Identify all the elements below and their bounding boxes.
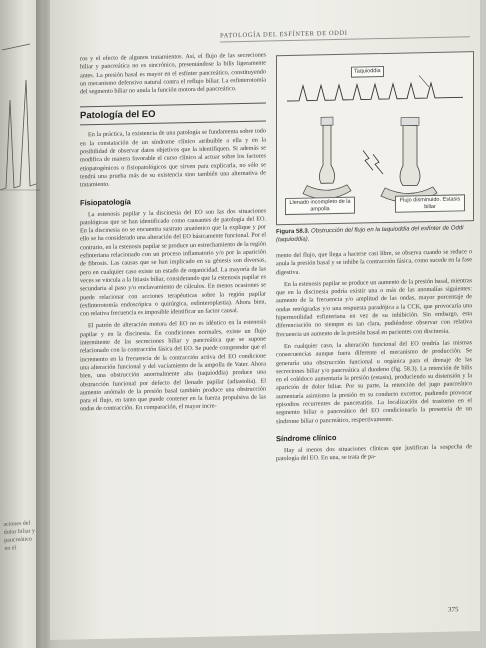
- heading-fisiopatologia: Fisiopatología: [80, 196, 131, 207]
- page-number: 375: [448, 605, 459, 614]
- running-head: PATOLOGÍA DEL ESFÍNTER DE ODDI: [220, 27, 470, 42]
- heading-patologia: Patología del EO: [80, 103, 266, 126]
- fisiopatologia-paragraph-2: El patrón de alteración motora del EO no es idéntico en la estenosis papilar y en la discinesia. En condiciones normales, existe un flujo intermitente de las secreciones biliar y pancreática que se supone relacionado con la contracción fásica del EO. Se puede comprender que el incremento en la frecuencia de la contracción activa del EO condicione una alteración funcional y del vaciamiento de la ampolla de Vater. Ahora bien, una obstrucción anormalmente alta (taquioddia) produce una obstrucción funcional por defecto del llenado papilar (adiastolia). El aumento anómalo de la presión basal también produce una obstrucción para el flujo, en tanto que puede contener en la fuerza propulsiva de las ondas de contracción. En comparación, el mayor incre-: [80, 318, 266, 413]
- patologia-paragraph: En la práctica, la existencia de una patología se fundamenta sobre todo en la constatación de un síndrome clínico atribuible a ella y en la posibilidad de observar datos objetivos que la identifiquen. Si además se modifica de manera favorable el curso clínico al actuar sobre los factores etiopatogénicos o fisiopatológicos que sirven para explicarla, no sólo se tendrá una prueba más de su existencia sino también una alternativa de tratamiento.: [80, 127, 266, 189]
- figure-caption-text: Obstrucción del flujo en la taquioddia del esfínter de Oddi (taquioddia).: [276, 225, 464, 243]
- figure-label-llenado: Llenado incompleto de la ampolla: [285, 197, 355, 215]
- left-column: [80, 51, 266, 418]
- heading-sindrome-clinico: Síndrome clínico: [276, 432, 337, 444]
- sindrome-paragraph: Hay al menos dos situaciones clínicas que justifican la sospecha de patología del EO. En una, se trata de pa-: [276, 443, 472, 463]
- figure-caption-number: Figura 58.3.: [276, 228, 310, 236]
- right-column: [276, 51, 472, 468]
- figure-caption: [276, 225, 472, 244]
- left-page-text-fragment: aciones del dolor biliar y pancreático en el: [3, 520, 36, 552]
- right-paragraph-3: En cualquier caso, la alteración funcional del EO tendría las mismas consecuencias aunque fuera diferente el mecanismo de producción. Se generaría una obstrucción funcional u orgánica para el drenaje de las secreciones biliar y/o pancreática al duodeno (fig. 58.3). La retención de bilis en el colédoco aumentaría la presión (estasis), produciendo su distensión y la aparición de dolor biliar. Por su parte, la retención del jugo pancreático aumentaría asimismo la presión en su conducto excretor, pudiendo provocar episodios recurrentes de pancreatitis. La localización del trastorno en el segmento biliar o pancreático del EO condicionaría la presencia de un síndrome biliar o pancreático, respectivamente.: [276, 339, 472, 425]
- book-page: [50, 0, 480, 640]
- figure-58-3: [276, 51, 474, 225]
- right-paragraph-1: mento del flujo, que llega a hacerse casi libre, se observa cuando se reduce o anula la presión basal y se inhibe la contracción fásica, como sucede en la fase digestiva.: [276, 248, 472, 276]
- fisiopatologia-paragraph-1: La estenosis papilar y la discinesia del EO son las dos situaciones patológicas que se han identificado como causantes de patología del EO. En la discinesia no se encuentra sustrato anatómico que la explique y por ello se ha considerado una alteración del EO básicamente funcional. Por el contrario, en la estenosis papilar se produce un estrechamiento de la región esfinteriana relacionado con un proceso inflamatorio y/o por la aparición de fibrosis. Las causas que se han implicado en su génesis son diversas, pero en cualquier caso existe un estado de organicidad. La mayoría de las veces se vincula a la litiasis biliar, considerando que la estenosis papilar es secundaria al paso y/o enclavamiento de cálculos. En menos ocasiones se puede relacionar con acciones terapéuticas sobre la región papilar (esfinterotomía endoscópica o quirúrgica, esfinteroplastia). Ahora bien, con relativa frecuencia es imposible identificar un factor causal.: [80, 207, 266, 318]
- right-paragraph-2: En la estenosis papilar se produce un aumento de la presión basal, mientras que en la discinesia podría existir una o más de las anomalías siguientes: aumento de la frecuencia y/o amplitud de las ondas, mayor porcentaje de ondas retrógradas y/o una respuesta paradójica a la CCK, que provocaría una hipermotilidad esfinteriana en vez de su inhibición. Sin embargo, esta diferenciación no siempre es tan clara, pudiéndose observar con relativa frecuencia un aumento de la presión basal en pacientes con discinesia.: [276, 277, 472, 338]
- figure-label-taquioddia: Taquioddia: [351, 66, 384, 77]
- figure-label-flujo: Flujo disminuido. Estasis biliar: [395, 194, 465, 212]
- intro-paragraph: ros y el efecto de algunos tratamientos. Así, el flujo de las secreciones biliar y pancreática no es sincrónico, presentándose la bilis ligeramente antes. La presión basal es mayor en el esfínter pancreático, constituyendo un mecanismo defensivo natural contra el reflujo biliar. La esfinterotomía del segmento biliar no anula la función motora del pancreático.: [80, 51, 266, 96]
